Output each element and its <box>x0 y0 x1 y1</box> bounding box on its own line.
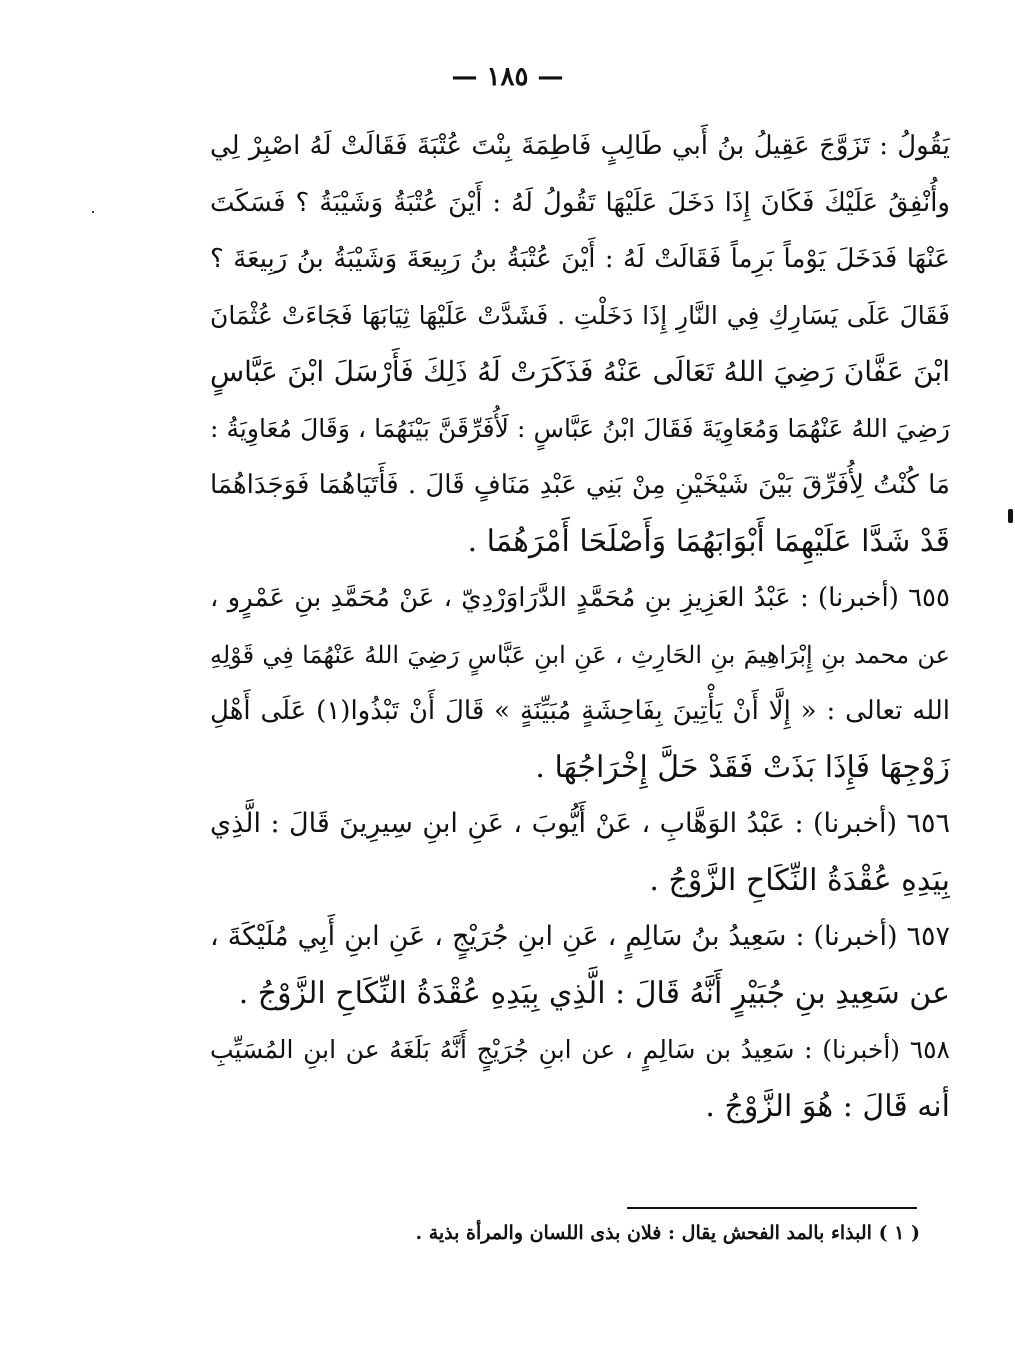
text-line: أنه قَالَ : هُوَ الزَّوْجُ . <box>705 1088 950 1124</box>
text-line: ٦٥٥ (أخبرنا) : عَبْدُ العَزِيزِ بنِ مُحَمَّدٍ الدَّرَاوَرْدِيّ ، عَنْ مُحَمَّدِ بنِ عَمْرٍو ، <box>210 583 950 613</box>
text-line: بِيَدِهِ عُقْدَةُ النِّكَاحِ الزَّوْجُ . <box>649 862 950 898</box>
text-line: ٦٥٨ (أخبرنا) : سَعِيدُ بن سَالِمٍ ، عن ابنِ جُرَيْجٍ أَنَّهُ بَلَغَهُ عن ابنِ المُسَيِّبِ <box>210 1035 950 1064</box>
text-line: رَضِيَ اللهُ عَنْهُمَا وَمُعَاوِيَةَ فَقَالَ ابْنُ عَبَّاسٍ : لَأُفَرِّقَنَّ بَيْنَهُمَا ، وَقَالَ مُعَاوِيَةُ : <box>210 413 950 443</box>
text-line: الله تعالى : « إِلَّا أَنْ يَأْتِينَ بِفَاحِشَةٍ مُبَيِّنَةٍ » قَالَ أَنْ تَبْذُوا(١) عَلَى أَهْلِ <box>210 696 950 726</box>
text-line: فَقَالَ عَلَى يَسَارِكِ فِي النَّارِ إِذَا دَخَلْتِ . فَشَدَّتْ عَلَيْهَا ثِيَابَهَا فَجَاءَتْ عُثْمَانَ <box>210 300 950 330</box>
text-line: ٦٥٦ (أخبرنا) : عَبْدُ الوَهَّابِ ، عَنْ أَيُّوبَ ، عَنِ ابنِ سِيرِينَ قَالَ : الَّذِي <box>210 808 950 839</box>
text-line: ابْنَ عَفَّانَ رَضِيَ اللهُ تَعَالَى عَنْهُ فَذَكَرَتْ لَهُ ذَلِكَ فَأَرْسَلَ ابْنَ عَبَّاسٍ <box>210 355 950 388</box>
text-line: ٦٥٧ (أخبرنا) : سَعِيدُ بنُ سَالِمٍ ، عَنِ ابنِ جُرَيْجٍ ، عَنِ ابنِ أَبِي مُلَيْكَةَ ، <box>210 921 950 952</box>
text-line: عن محمد بنِ إِبْرَاهِيمَ بنِ الحَارِثِ ، عَنِ ابنِ عَبَّاسٍ رَضِيَ اللهُ عَنْهُمَا فِي قَوْلِهِ <box>210 640 950 669</box>
text-line: مَا كُنْتُ لِأُفَرِّقَ بَيْنَ شَيْخَيْنِ مِنْ بَنِي عَبْدِ مَنَافٍ قَالَ . فَأَتَيَاهُمَا فَوَجَدَاهُمَا <box>210 470 950 500</box>
footnote-divider <box>627 1207 917 1209</box>
text-line: قَدْ شَدَّا عَلَيْهِمَا أَبْوَابَهُمَا وَأَصْلَحَا أَمْرَهُمَا . <box>467 523 950 559</box>
scan-speck <box>92 211 94 213</box>
page-edge-mark <box>1008 509 1013 523</box>
text-line: عن سَعِيدِ بنِ جُبَيْرٍ أَنَّهُ قَالَ : الَّذِي بِيَدِهِ عُقْدَةُ النِّكَاحِ الزَّوْجُ . <box>238 975 950 1011</box>
footnote: ( ١ ) البذاء بالمد الفحش يقال : فلان بذى اللسان والمرأة بذية . <box>415 1222 920 1244</box>
text-line: يَقُولُ : تَزَوَّجَ عَقِيلُ بنُ أَبي طَالِبٍ فَاطِمَةَ بِنْتَ عُتْبَةَ فَقَالَتْ لَهُ اصْبِرْ لِي <box>210 131 950 161</box>
text-line: زَوْجِهَا فَإِذَا بَذَتْ فَقَدْ حَلَّ إِخْرَاجُهَا . <box>535 749 950 785</box>
text-line: عَنْهَا فَدَخَلَ يَوْماً بَرِماً فَقَالَتْ لَهُ : أَيْنَ عُتْبَةُ بنُ رَبِيعَةَ وَشَيْبَةُ بنُ رَبِيعَةَ ؟ <box>210 244 950 274</box>
text-line: وأُنْفِقُ عَلَيْكَ فَكَانَ إِذَا دَخَلَ عَلَيْهَا تَقُولُ لَهُ : أَيْنَ عُتْبَةُ وَشَيْبَةُ ؟ فَسَكَتَ <box>210 187 950 218</box>
main-text <box>210 118 950 1135</box>
page-number: — ١٨٥ — <box>451 62 564 92</box>
